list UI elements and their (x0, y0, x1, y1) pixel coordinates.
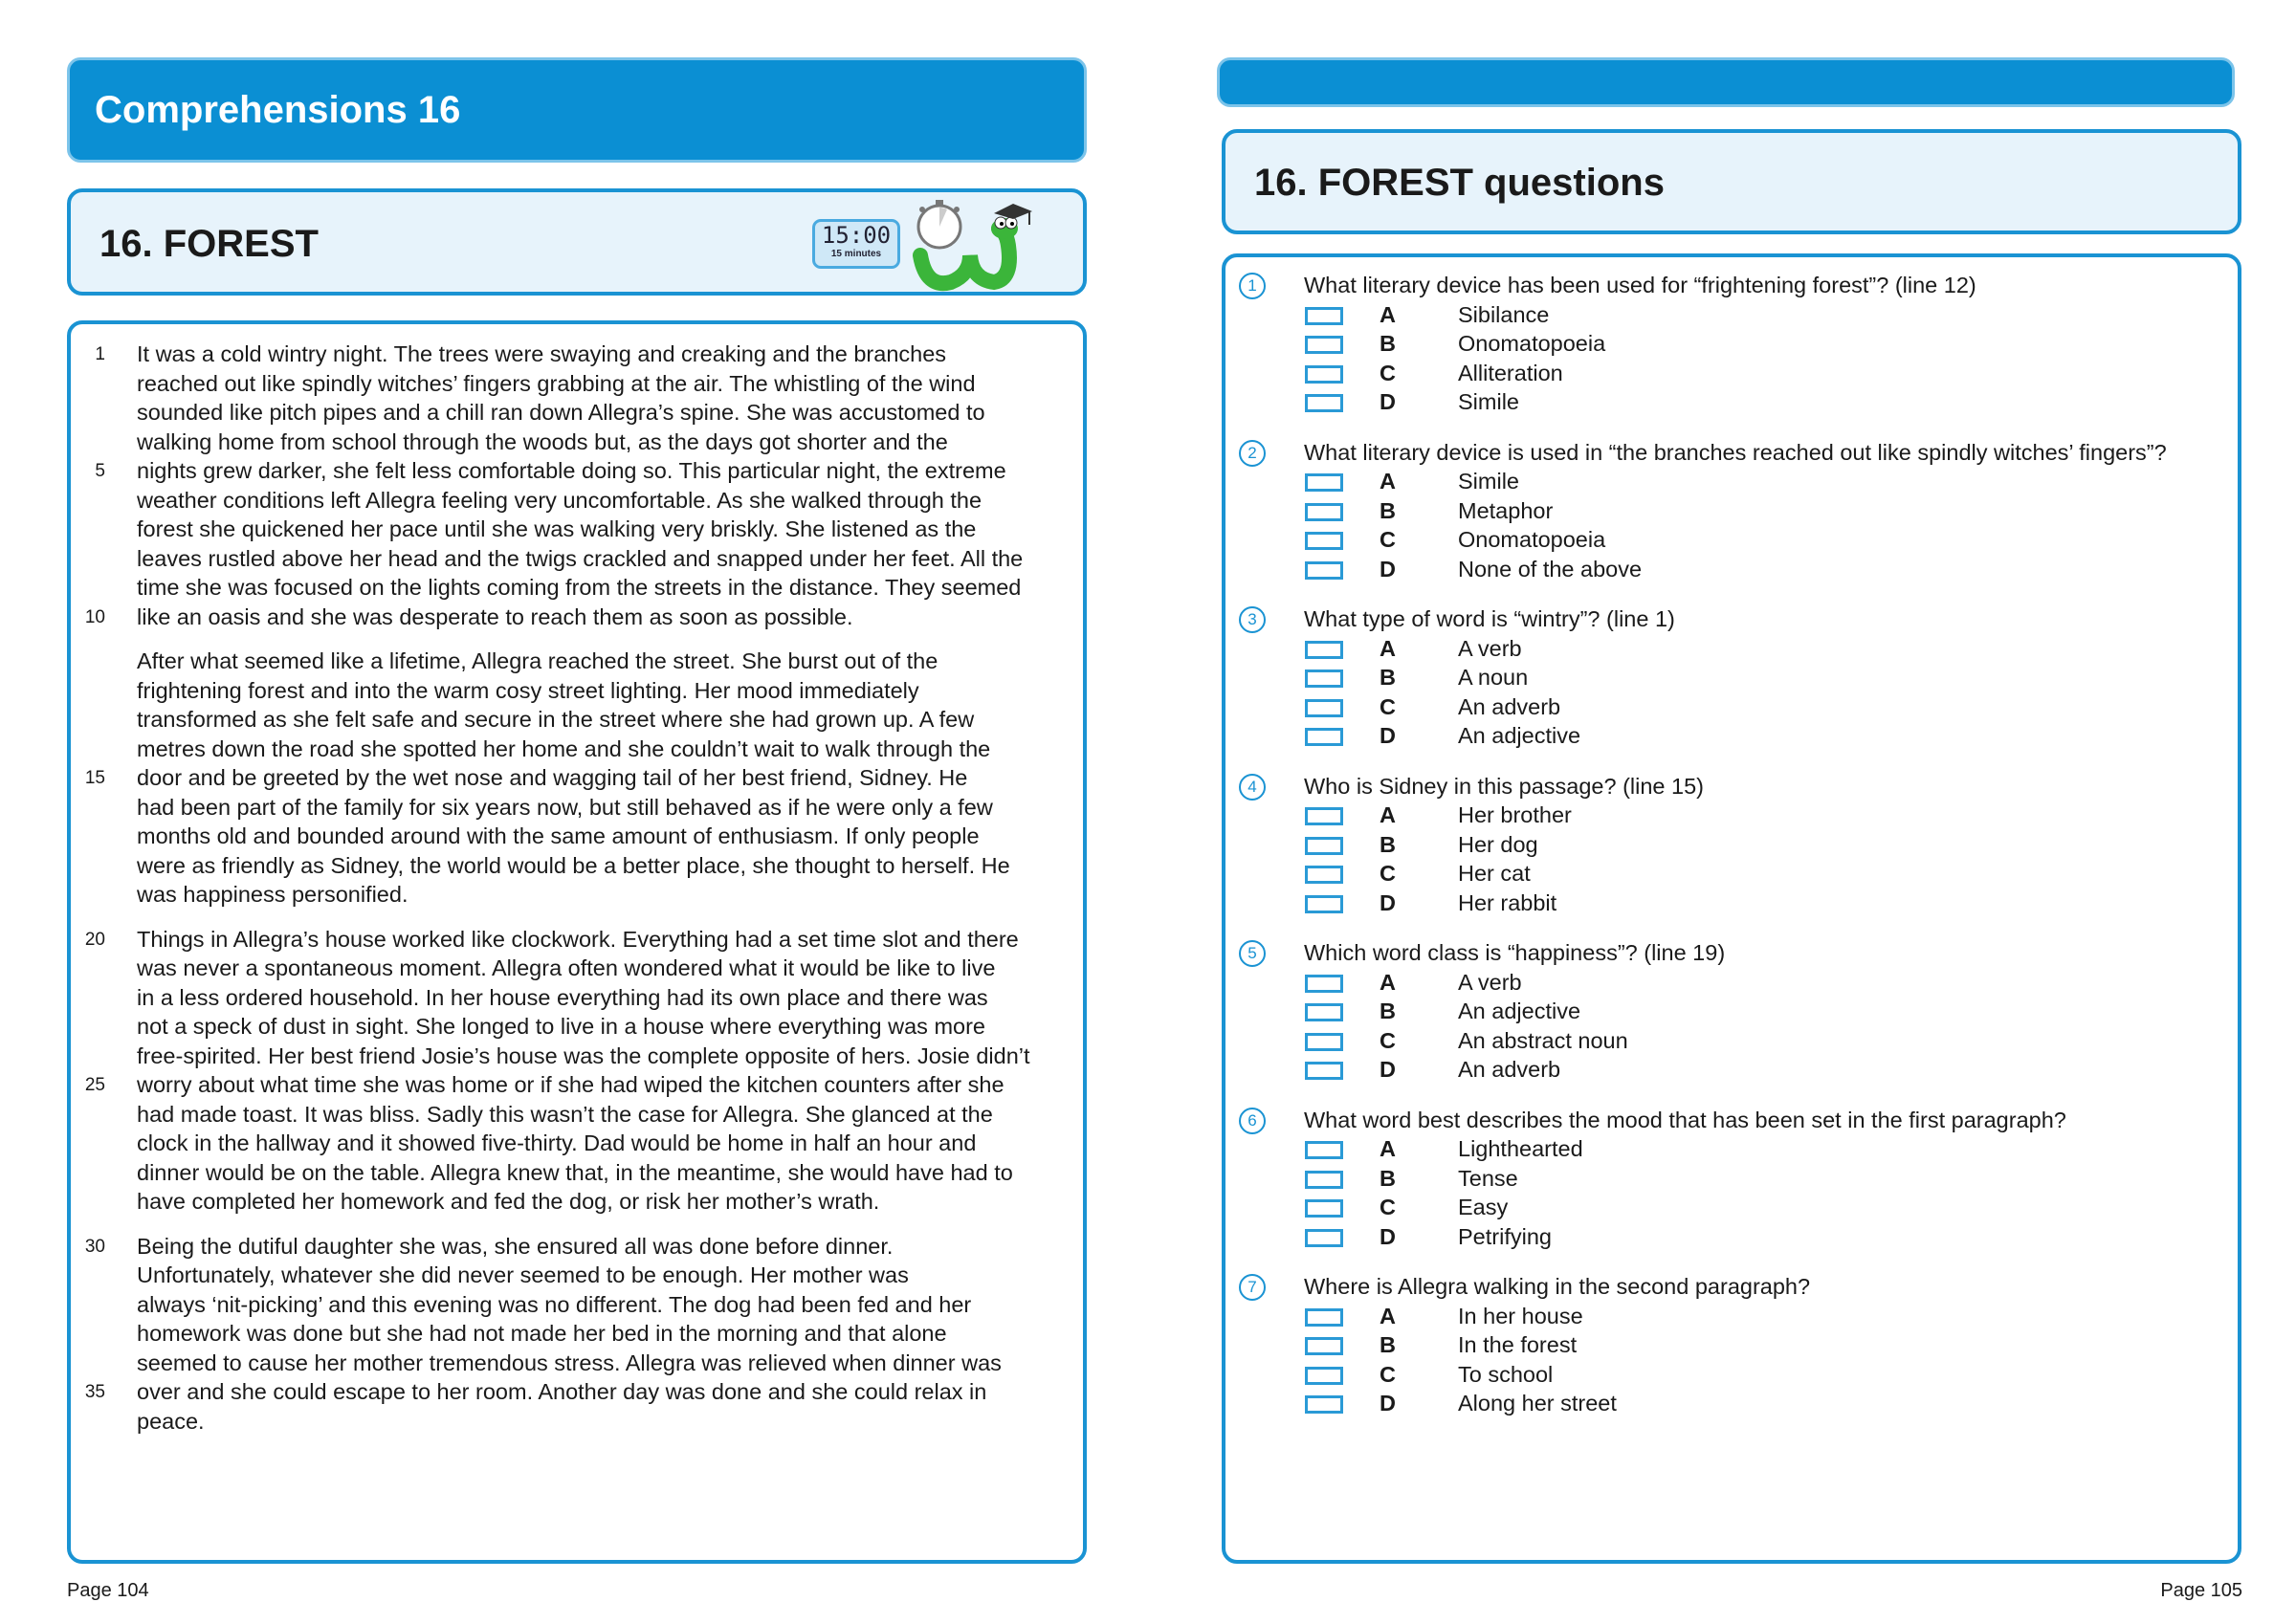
answer-checkbox[interactable] (1305, 669, 1343, 688)
section-header (67, 57, 1087, 163)
option-text: A verb (1458, 969, 1522, 995)
question-number-circle: 2 (1239, 440, 1266, 467)
questions-title-box (1222, 129, 2241, 234)
option-text: Lighthearted (1458, 1136, 1583, 1161)
answer-checkbox[interactable] (1305, 1033, 1343, 1051)
option-text: An abstract noun (1458, 1027, 1628, 1053)
option-text: Her rabbit (1458, 889, 1557, 915)
passage-line: have completed her homework and fed the dog, or risk her mother’s wrath. (137, 1189, 880, 1214)
option-text: A noun (1458, 665, 1529, 690)
answer-checkbox[interactable] (1305, 503, 1343, 521)
passage-line: Unfortunately, whatever she did never seemed to be enough. Her mother was (137, 1262, 909, 1287)
line-number: 30 (84, 1236, 105, 1257)
option-text: Simile (1458, 469, 1519, 494)
passage-line: was never a spontaneous moment. Allegra often wondered what it would be like to live (137, 955, 996, 980)
passage-line: had made toast. It was bliss. Sadly this wasn’t the case for Allegra. She glanced at the (137, 1101, 993, 1127)
option-letter: C (1380, 527, 1396, 552)
line-number: 1 (95, 344, 105, 364)
answer-checkbox[interactable] (1305, 837, 1343, 855)
timer-label: 15 minutes (830, 249, 882, 259)
section-header-bar (1217, 57, 2235, 107)
passage-line: peace. (137, 1408, 205, 1434)
passage-line: clock in the hallway and it showed five-thirty. Dad would be home in half an hour and (137, 1130, 977, 1155)
passage-line: homework was done but she had not made her bed in the morning and that alone (137, 1321, 947, 1346)
section-title: Comprehensions 16 (95, 89, 461, 131)
option-text: To school (1458, 1361, 1554, 1387)
option-letter: D (1380, 723, 1396, 748)
line-number: 5 (95, 461, 105, 481)
option-letter: B (1380, 665, 1396, 690)
question-number-circle: 1 (1239, 273, 1266, 299)
option-letter: A (1380, 635, 1396, 661)
answer-checkbox[interactable] (1305, 1367, 1343, 1385)
option-letter: D (1380, 889, 1396, 915)
option-letter: C (1380, 1361, 1396, 1387)
option-letter: B (1380, 497, 1396, 523)
answer-checkbox[interactable] (1305, 1337, 1343, 1355)
passage-line: over and she could escape to her room. Another day was done and she could relax in (137, 1379, 987, 1404)
line-number: 15 (84, 768, 105, 788)
passage-line: It was a cold wintry night. The trees were swaying and creaking and the branches (137, 341, 947, 366)
option-text: In the forest (1458, 1332, 1578, 1357)
passage-line: forest she quickened her pace until she was walking very briskly. She listened as the (137, 516, 977, 541)
question-text: Which word class is “happiness”? (line 19) (1304, 940, 1726, 965)
passage-line: like an oasis and she was desperate to reach them as soon as possible. (137, 604, 853, 629)
answer-checkbox[interactable] (1305, 699, 1343, 717)
option-text: Simile (1458, 389, 1519, 414)
passage-line: Things in Allegra’s house worked like clockwork. Everything had a set time slot and there (137, 926, 1019, 952)
option-letter: B (1380, 331, 1396, 356)
option-letter: C (1380, 1195, 1396, 1219)
passage-line: door and be greeted by the wet nose and wagging tail of her best friend, Sidney. He (137, 765, 968, 790)
option-letter: D (1380, 389, 1396, 414)
answer-checkbox[interactable] (1305, 1395, 1343, 1414)
answer-checkbox[interactable] (1305, 895, 1343, 913)
option-letter: B (1380, 1332, 1396, 1357)
answer-checkbox[interactable] (1305, 365, 1343, 384)
answer-checkbox[interactable] (1305, 975, 1343, 993)
passage-line: free-spirited. Her best friend Josie’s house was the complete opposite of hers. Josie didn’t (137, 1042, 1030, 1068)
option-text: Onomatopoeia (1458, 331, 1606, 356)
passage-line: seemed to cause her mother tremendous stress. Allegra was relieved when dinner was (137, 1350, 1002, 1375)
answer-checkbox[interactable] (1305, 394, 1343, 412)
answer-checkbox[interactable] (1305, 473, 1343, 492)
option-letter: D (1380, 1223, 1396, 1249)
answer-checkbox[interactable] (1305, 561, 1343, 580)
passage-line: transformed as she felt safe and secure in the street where she had grown up. A few (137, 707, 975, 732)
option-text: Metaphor (1458, 497, 1554, 523)
passage-line: weather conditions left Allegra feeling very uncomfortable. As she walked through the (137, 487, 982, 513)
option-text: Her dog (1458, 831, 1538, 857)
passage-line: months old and bounded around with the same amount of enthusiasm. If only people (137, 823, 980, 848)
option-text: Sibilance (1458, 301, 1550, 327)
option-text: In her house (1458, 1303, 1583, 1328)
option-letter: D (1380, 1057, 1396, 1082)
passage-line: were as friendly as Sidney, the world would be a better place, she thought to herself. He (137, 852, 1010, 878)
question-text: What literary device is used in “the branches reached out like spindly witches’ fingers”? (1304, 439, 2167, 465)
answer-checkbox[interactable] (1305, 307, 1343, 325)
answer-checkbox[interactable] (1305, 532, 1343, 550)
timer-display: 15:00 (821, 222, 892, 249)
question-text: Who is Sidney in this passage? (line 15) (1304, 773, 1704, 799)
option-text: An adverb (1458, 693, 1561, 719)
answer-checkbox[interactable] (1305, 641, 1343, 659)
option-text: A verb (1458, 635, 1522, 661)
passage-line: time she was focused on the lights coming from the streets in the distance. They seemed (137, 575, 1022, 600)
option-text: Onomatopoeia (1458, 527, 1606, 552)
answer-checkbox[interactable] (1305, 866, 1343, 884)
answer-checkbox[interactable] (1305, 1308, 1343, 1327)
passage-line: dinner would be on the table. Allegra knew that, in the meantime, she would have had to (137, 1159, 1013, 1185)
questions-title: 16. FOREST questions (1254, 162, 1665, 204)
passage-title: 16. FOREST (99, 223, 319, 265)
passage-line: had been part of the family for six years now, but still behaved as if he were only a few (137, 794, 993, 820)
passage-line: After what seemed like a lifetime, Allegra reached the street. She burst out of the (137, 648, 938, 673)
option-text: Her cat (1458, 861, 1531, 886)
passage-line: reached out like spindly witches’ fingers grabbing at the air. The whistling of the wind (137, 370, 976, 396)
option-letter: D (1380, 556, 1396, 582)
answer-checkbox[interactable] (1305, 1229, 1343, 1247)
option-letter: B (1380, 1165, 1396, 1191)
passage-line: was happiness personified. (137, 882, 408, 907)
option-text: None of the above (1458, 556, 1643, 582)
page-number-right: Page 105 (2160, 1580, 2242, 1601)
passage-line: metres down the road she spotted her home and she couldn’t wait to walk through the (137, 735, 991, 761)
answer-checkbox[interactable] (1305, 1199, 1343, 1218)
question-number-circle: 4 (1239, 774, 1266, 801)
answer-checkbox[interactable] (1305, 728, 1343, 746)
passage-line: sounded like pitch pipes and a chill ran down Allegra’s spine. She was accustomed to (137, 400, 985, 425)
answer-checkbox[interactable] (1305, 1171, 1343, 1189)
line-number: 20 (84, 929, 105, 950)
passage-line: Being the dutiful daughter she was, she ensured all was done before dinner. (137, 1233, 894, 1259)
passage-box (67, 320, 1087, 1564)
passage-line: leaves rustled above her head and the twigs crackled and snapped under her feet. All the (137, 545, 1024, 571)
option-letter: A (1380, 301, 1396, 327)
question-text: What type of word is “wintry”? (line 1) (1304, 606, 1675, 631)
option-letter: D (1380, 1391, 1396, 1416)
passage-line: walking home from school through the woods but, as the days got shorter and the (137, 428, 948, 454)
questions-box (1222, 253, 2241, 1564)
answer-checkbox[interactable] (1305, 1062, 1343, 1080)
answer-checkbox[interactable] (1305, 807, 1343, 825)
option-letter: A (1380, 469, 1396, 494)
option-text: Her brother (1458, 802, 1572, 827)
question-text: Where is Allegra walking in the second paragraph? (1304, 1274, 1811, 1299)
passage-line: in a less ordered household. In her house everything had its own place and there was (137, 984, 988, 1010)
option-text: Easy (1458, 1195, 1509, 1219)
option-letter: C (1380, 693, 1396, 719)
question-number-circle: 5 (1239, 940, 1266, 967)
timer-badge (812, 219, 900, 269)
option-letter: B (1380, 831, 1396, 857)
worm-stopwatch-mascot-icon (913, 198, 1037, 294)
answer-checkbox[interactable] (1305, 336, 1343, 354)
option-text: Petrifying (1458, 1223, 1552, 1249)
passage-line: nights grew darker, she felt less comfortable doing so. This particular night, the extreme (137, 458, 1006, 483)
page-number-left: Page 104 (67, 1580, 149, 1601)
option-letter: A (1380, 802, 1396, 827)
passage-line: worry about what time she was home or if she had wiped the kitchen counters after she (137, 1072, 1004, 1097)
option-text: Tense (1458, 1165, 1518, 1191)
line-number: 25 (84, 1075, 105, 1095)
option-letter: B (1380, 999, 1396, 1023)
option-text: Along her street (1458, 1391, 1617, 1416)
line-number: 35 (84, 1382, 105, 1402)
question-number-circle: 3 (1239, 606, 1266, 633)
option-letter: A (1380, 1136, 1396, 1161)
question-text: What literary device has been used for “frightening forest”? (line 12) (1304, 273, 1976, 297)
passage-title-box (67, 188, 1087, 296)
option-text: Alliteration (1458, 360, 1563, 385)
question-number-circle: 7 (1239, 1274, 1266, 1301)
option-text: An adjective (1458, 723, 1581, 748)
option-letter: A (1380, 1303, 1396, 1328)
option-letter: C (1380, 360, 1396, 385)
passage-line: frightening forest and into the warm cosy street lighting. Her mood immediately (137, 677, 919, 703)
option-text: An adjective (1458, 999, 1581, 1023)
line-number: 10 (84, 606, 105, 627)
passage-line: always ‘nit-picking’ and this evening was no different. The dog had been fed and her (137, 1291, 972, 1317)
question-text: What word best describes the mood that has been set in the first paragraph? (1304, 1107, 2066, 1132)
question-number-circle: 6 (1239, 1108, 1266, 1134)
answer-checkbox[interactable] (1305, 1003, 1343, 1021)
option-letter: C (1380, 1027, 1396, 1053)
option-letter: C (1380, 861, 1396, 886)
passage-line: not a speck of dust in sight. She longed to live in a house where everything was more (137, 1014, 985, 1039)
option-letter: A (1380, 969, 1396, 995)
answer-checkbox[interactable] (1305, 1141, 1343, 1159)
option-text: An adverb (1458, 1057, 1561, 1082)
